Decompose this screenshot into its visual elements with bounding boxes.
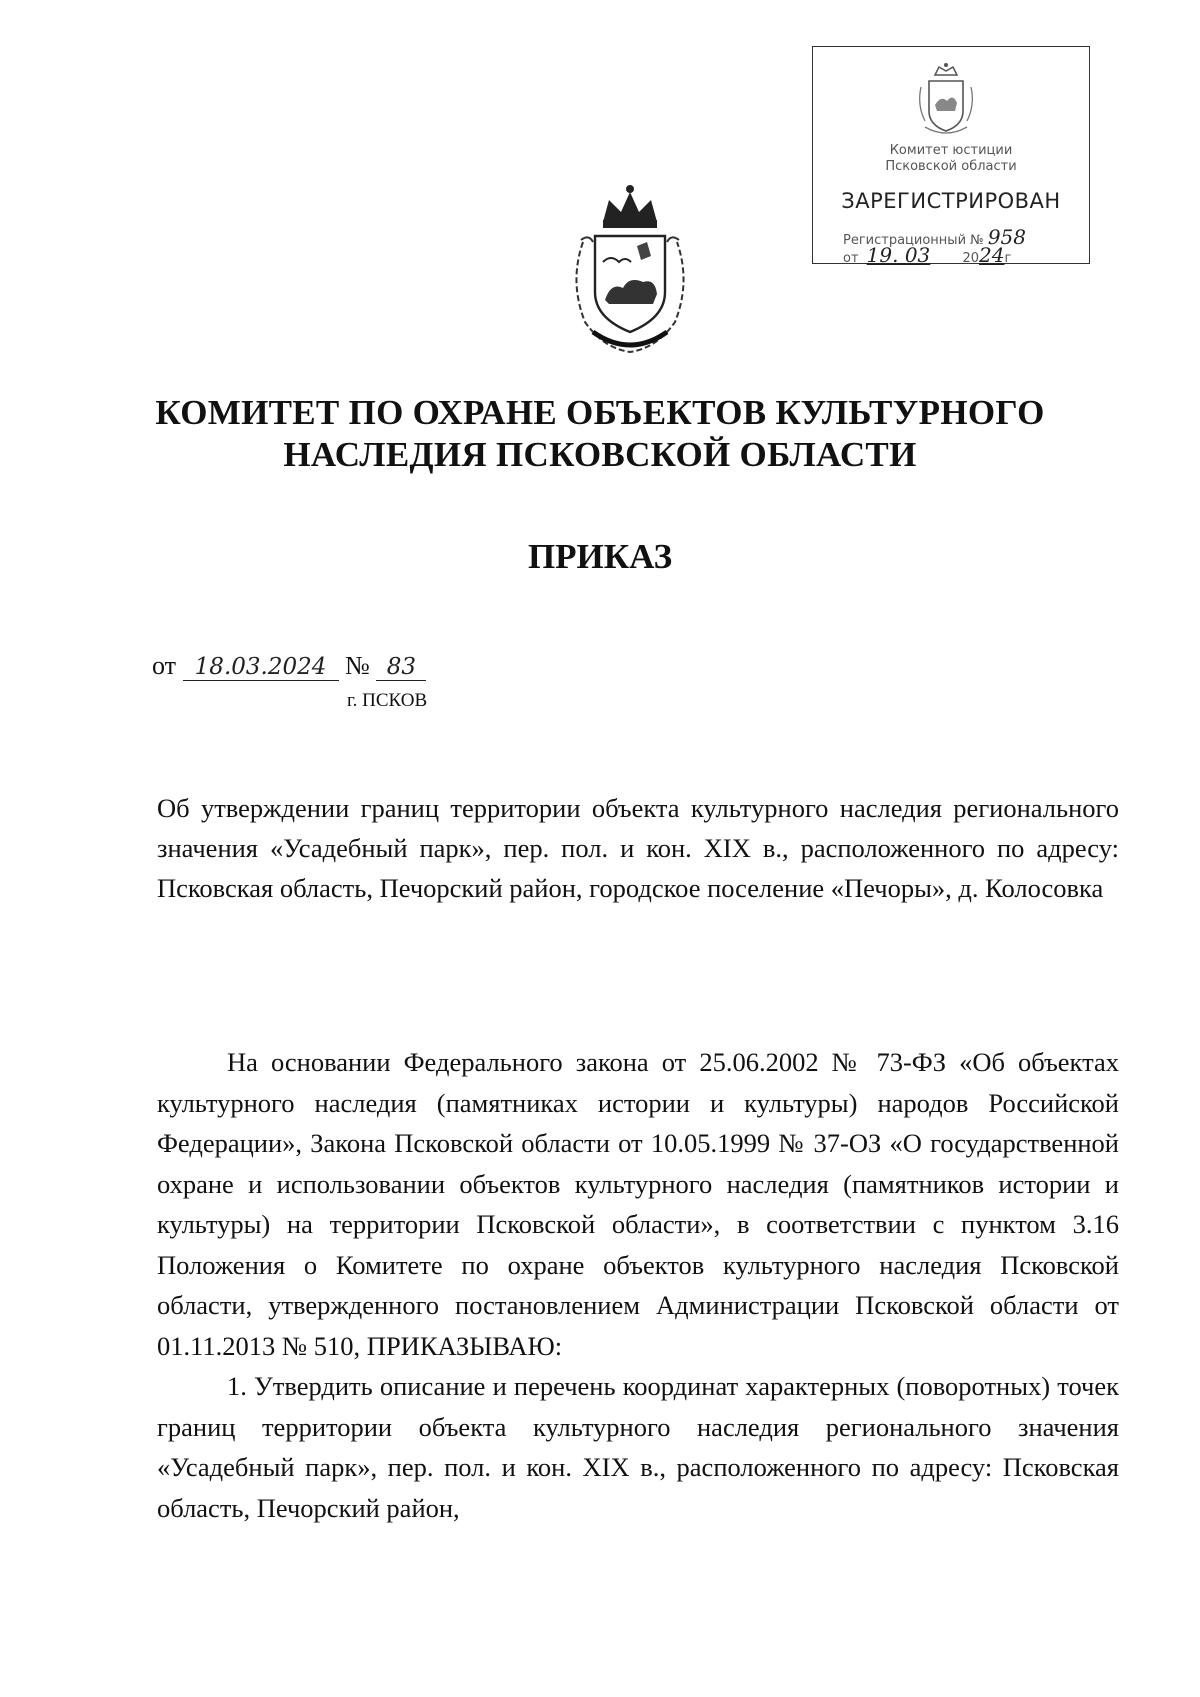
order-date-line [152,651,426,681]
stamp-date-prefix: от [843,251,859,266]
stamp-org-line2: Псковской области [885,159,1017,174]
stamp-org [813,143,1089,175]
body-paragraph-basis: На основании Федерального закона от 25.06.2002 № 73-ФЗ «Об объектах культурного наследия (памятниках истории и культуры) народов Российской Федерации», Закона Псковской области от 10.05.1999 № 37-ОЗ «О государственной охране и использовании объектов культурного наследия (памятников истории и культуры) на территории Псковской области», в соответствии с пунктом 3.16 Положения о Комитете по охране объектов культурного наследия Псковской области, утвержденного постановлением Администрации Псковской области от 01.11.2013 № 510, ПРИКАЗЫВАЮ: [157,1047,1119,1361]
order-subject: Об утверждении границ территории объекта культурного наследия регионального значения «Усадебный парк», пер. пол. и кон. XIX в., расположенного по адресу: Псковская область, Печорский район, городское поселение «Печоры», д. Колосовка [157,793,1119,903]
order-body [157,1042,1119,1528]
organization-title-line1: КОМИТЕТ ПО ОХРАНЕ ОБЪЕКТОВ КУЛЬТУРНОГО [155,393,1045,432]
stamp-date-line [843,243,1011,267]
coat-of-arms-icon [563,182,697,360]
stamp-registered: ЗАРЕГИСТРИРОВАН [841,189,1061,213]
organization-title [150,392,1050,476]
stamp-date: 19. 03 [866,243,931,267]
stamp-date-year-prefix: 20 [962,251,979,266]
registration-stamp [812,46,1090,267]
stamp-date-year: 24 [978,243,1005,267]
organization-title-line2: НАСЛЕДИЯ ПСКОВСКОЙ ОБЛАСТИ [283,435,917,474]
order-date: 18.03.2024 [183,654,339,681]
document-type: ПРИКАЗ [527,537,673,576]
stamp-org-line1: Комитет юстиции [889,143,1013,158]
order-number: 83 [376,654,426,681]
order-date-prefix: от [152,651,177,680]
order-city: г. ПСКОВ [347,690,428,711]
stamp-date-suffix: г [1004,251,1012,266]
stamp-reg-label: Регистрационный № [843,233,984,248]
stamp-reg-number: 958 [987,225,1026,249]
coat-of-arms-small-icon [915,61,977,141]
order-number-prefix: № [345,651,370,680]
body-paragraph-item-1: 1. Утвердить описание и перечень координат характерных (поворотных) точек границ территории объекта культурного наследия регионального значения «Усадебный парк», пер. пол. и кон. XIX в., расположенного по адресу: Псковская область, Печорский район, [157,1371,1119,1523]
